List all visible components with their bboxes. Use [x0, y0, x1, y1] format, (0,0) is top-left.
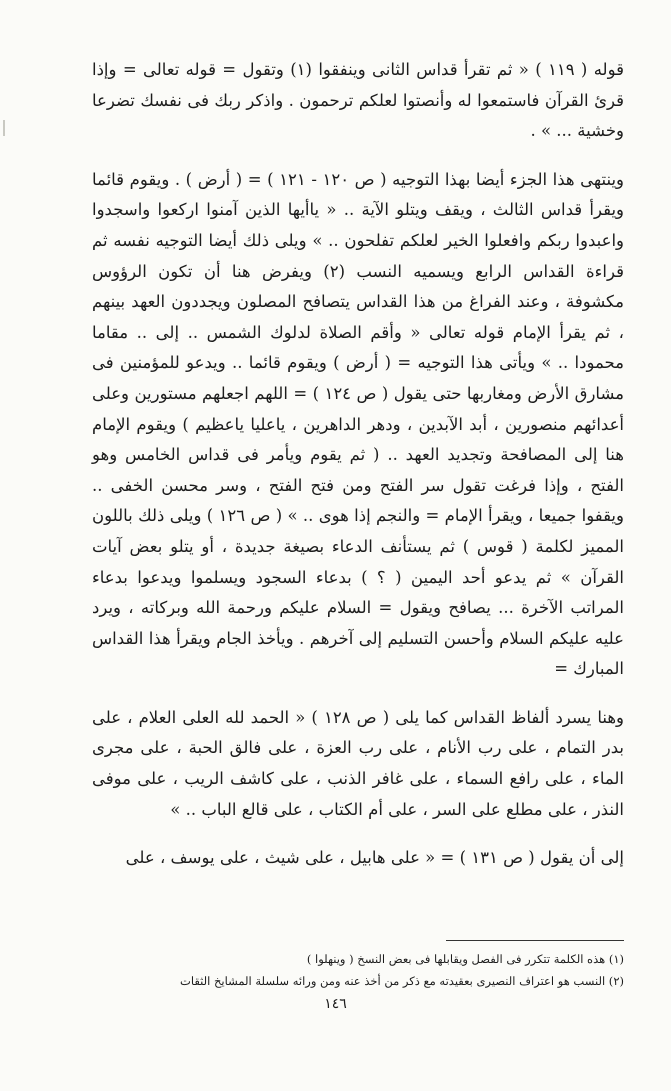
text-line: إلى أن يقول ( ص ١٣١ ) = « على هابيل ، على شيث ، على يوسف ، على [125, 848, 624, 868]
text-line: على رافع السماء ، على غافر الذنب ، على كاشف الريب ، على موفى النذر ، على [92, 769, 624, 819]
text-line: وينتهى هذا الجزء أيضا بهذا التوجيه ( ص ١٢٠ - ١٢١ ) = ( أرض ) . [174, 169, 625, 189]
footnotes [92, 948, 624, 992]
text-line: وهنا يسرد ألفاظ القداس كما يلى ( ص ١٢٨ ) « الحمد لله العلى العلام ، على [92, 707, 624, 727]
text-line: آيات القرآن » ثم يدعو أحد اليمين ( ؟ ) بدعاء السجود ويسلموا ويدعوا بدعاء [92, 536, 624, 587]
text-line: باللون المميز لكلمة ( قوس ) ثم يستأنف الدعاء بصيغة جديدة ، أو يتلو بعض [92, 506, 625, 556]
text-line: تكون الرؤوس مكشوفة ، وعند الفراغ من هذا القداس يتصافح المصلون [92, 261, 624, 312]
paragraph-3 [92, 703, 624, 825]
text-line: = اللهم اجعلهم مستورين وعلى أعدائهم منصورين ، أبد الآبدين ، ودهر [92, 383, 625, 434]
text-line: الشمس .. إلى .. مقاما محمودا .. » ويأتى هذا التوجيه = ( أرض ) ويقوم [92, 322, 625, 373]
text-line: الخفى .. ويقفوا جميعا ، ويقرأ الإمام = والنجم إذا هوى .. » ( ص ١٢٦ ) ويلى ذلك [92, 475, 624, 526]
body-text [92, 55, 624, 874]
text-line: المبارك = [554, 659, 624, 679]
text-line: الداهرين ، ياعليا ياعظيم ) [182, 414, 362, 434]
text-line: أيضا التوجيه نفسه ثم قراءة القداس الرابع ويسميه النسب (٢) ويفرض هنا أن [92, 230, 624, 281]
paragraph-4 [92, 843, 624, 874]
text-line: ويجددون العهد بينهم ، ثم يقرأ الإمام قوله تعالى « وأقم الصلاة لدلوك [92, 292, 624, 342]
footnote-2: (٢) النسب هو اعتراف النصيرى بعقيدته مع ذكر من أخذ عنه ومن ورائه سلسلة المشايخ الثقات [180, 974, 624, 988]
text-line: الخامس وهو الفتح ، وإذا فرغت تقول سر الفتح ومن فتح الفتح ، وسر محسن [92, 445, 624, 495]
paragraph-1 [92, 55, 624, 147]
text-line: اركعوا واسجدوا واعبدوا ربكم وافعلوا الخير لعلكم تفلحون .. » ويلى ذلك [92, 200, 625, 250]
text-line: القرآن فاستمعوا له وأنصتوا لعلكم ترحمون . واذكر ربك فى نفسك تضرعا [92, 90, 589, 110]
footnote-1: (١) هذه الكلمة تتكرر فى الفصل ويقابلها فى بعض النسخ ( وينهلوا ) [306, 952, 624, 966]
text-line: قوله ( ١١٩ ) « ثم تقرأ قداس الثانى وينفقوا (١) وتقول = قوله تعالى = وإذا قرئ [92, 60, 625, 110]
paragraph-2 [92, 165, 624, 685]
text-line: قائما .. ويدعو للمؤمنين فى مشارق الأرض ومغاربها حتى يقول ( ص ١٢٤ ) [92, 353, 625, 403]
margin-mark [3, 120, 5, 136]
text-line: بدر التمام ، على رب الأنام ، على رب العزة ، على فالق الحبة ، على مجرى الماء ، [92, 738, 624, 789]
text-line: عليه عليكم السلام وأحسن التسليم إلى آخرهم . ويأخذ الجام ويقرأ هذا القداس [92, 628, 624, 648]
text-line: مطلع على السر ، على أم الكتاب ، على قالع الباب .. » [170, 799, 543, 819]
text-line: ويقوم قائما ويقرأ قداس الثالث ، ويقف ويتلو الآية .. « ياأيها الذين آمنوا [92, 169, 624, 220]
text-line: وخشية ... » . [530, 121, 624, 141]
text-line: المراتب الآخرة ... يصافح ويقول = السلام عليكم ورحمة الله وبركاته ، ويرد [92, 598, 624, 618]
text-line: ويقوم الإمام هنا إلى المصافحة وتجديد العهد .. ( ثم يقوم ويأمر فى قداس [92, 414, 624, 465]
page-number: ١٤٦ [324, 996, 347, 1012]
footnote-divider [446, 940, 624, 941]
